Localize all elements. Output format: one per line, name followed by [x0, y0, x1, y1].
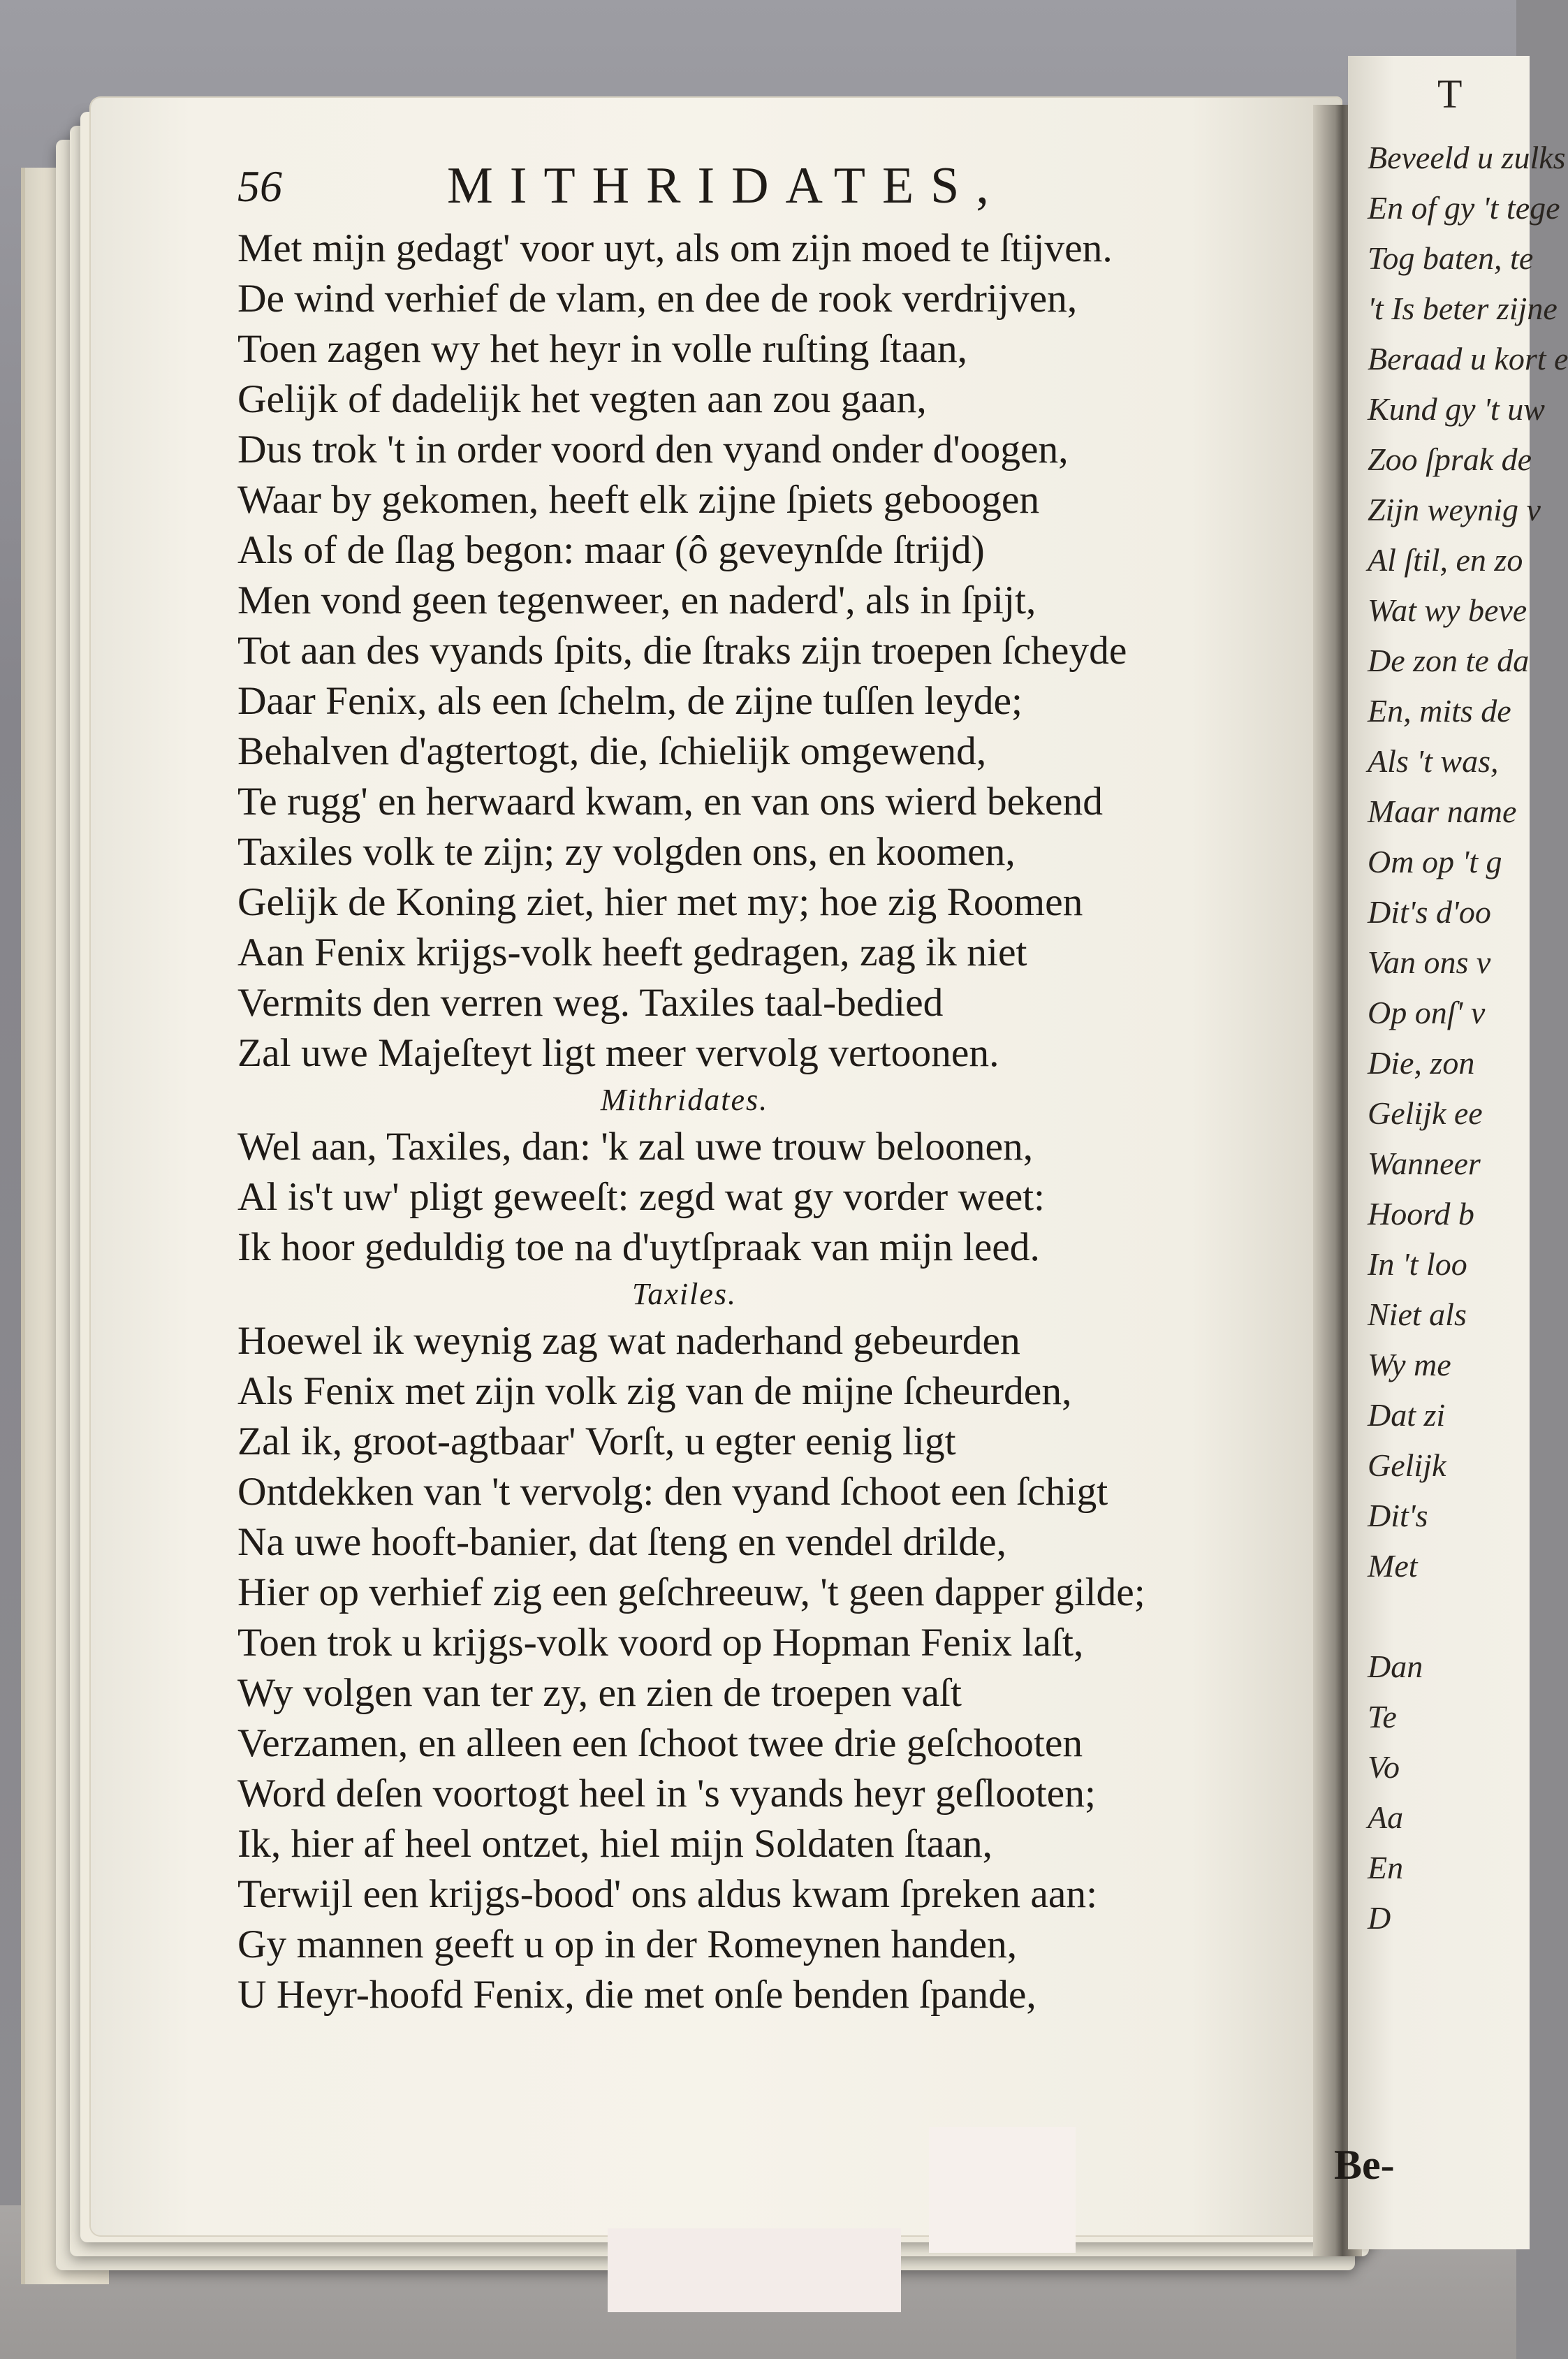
verse-line: Wy volgen van ter zy, en zien de troepen vaſt [237, 1671, 962, 1715]
verse-line: Taxiles volk te zijn; zy volgden ons, en koomen, [237, 830, 1016, 874]
paper-slip [608, 2228, 901, 2312]
right-verse-fragment: Als 't was, [1368, 743, 1499, 779]
verse-line: Al is't uw' pligt geweeſt: zegd wat gy vorder weet: [237, 1175, 1046, 1219]
right-verse-fragment: Beraad u kort e [1368, 341, 1568, 377]
verse-line: Na uwe hooft-banier, dat ſteng en vendel drilde, [237, 1520, 1006, 1564]
verse-line: Vermits den verren weg. Taxiles taal-bedied [237, 981, 944, 1025]
right-verse-fragment: Dit's d'oo [1368, 894, 1491, 930]
verse-line: Ontdekken van 't vervolg: den vyand ſchoot een ſchigt [237, 1470, 1108, 1514]
right-verse-fragment: Aa [1368, 1799, 1404, 1835]
verse-line: Waar by gekomen, heeft elk zijne ſpiets geboogen [237, 478, 1040, 522]
verse-line: Ik, hier af heel ontzet, hiel mijn Soldaten ſtaan, [237, 1822, 992, 1866]
right-verse-fragment: Met [1368, 1548, 1418, 1584]
right-verse-fragment: Dan [1368, 1649, 1423, 1684]
verse-line: Hoewel ik weynig zag wat naderhand gebeurden [237, 1319, 1020, 1363]
verse-line: Men vond geen tegenweer, en naderd', als in ſpijt, [237, 578, 1036, 622]
right-verse-fragment: Van ons v [1368, 944, 1491, 980]
right-verse-fragment: Dat zi [1368, 1397, 1446, 1433]
verse-line: Verzamen, en alleen een ſchoot twee drie geſchooten [237, 1721, 1083, 1765]
right-verse-fragment: D [1368, 1900, 1391, 1936]
verse-line: Zal uwe Majeſteyt ligt meer vervolg vertoonen. [237, 1031, 999, 1075]
verse-line: Toen trok u krijgs-volk voord op Hopman Fenix laſt, [237, 1621, 1084, 1665]
right-page-text [1368, 56, 1568, 1943]
right-verse-fragment: Wy me [1368, 1347, 1451, 1382]
speaker-heading: Taxiles. [631, 1277, 738, 1311]
verse-line: Gelijk of dadelijk het vegten aan zou gaan, [237, 377, 927, 421]
verse-block [237, 1316, 1313, 2020]
verse-line: Toen zagen wy het heyr in volle ruſting ſtaan, [237, 327, 968, 371]
verse-block [237, 1122, 1313, 1273]
verse-line: Tot aan des vyands ſpits, die ſtraks zijn troepen ſcheyde [237, 629, 1127, 673]
verse-line: U Heyr-hoofd Fenix, die met onſe benden ſpande, [237, 1973, 1036, 2017]
verse-line: Zal ik, groot-agtbaar' Vorſt, u egter eenig ligt [237, 1419, 956, 1463]
right-verse-fragment: Gelijk ee [1368, 1095, 1483, 1131]
right-verse-fragment: Hoord b [1368, 1196, 1474, 1232]
right-verse-fragment: Op onſ' v [1368, 995, 1486, 1030]
verse-line: Daar Fenix, als een ſchelm, de zijne tuſſen leyde; [237, 679, 1023, 723]
right-verse-fragment: Vo [1368, 1749, 1400, 1785]
speaker-heading: Mithridates. [600, 1083, 769, 1117]
verse-line: Als Fenix met zijn volk zig van de mijne ſcheurden, [237, 1369, 1072, 1413]
right-verse-fragment: Dit's [1368, 1498, 1428, 1533]
verse-line: Dus trok 't in order voord den vyand onder d'oogen, [237, 428, 1069, 472]
right-verse-fragment: Wat wy beve [1368, 592, 1527, 628]
right-verse-fragment: Zoo ſprak de [1368, 441, 1532, 477]
verse-line: Te rugg' en herwaard kwam, en van ons wierd bekend [237, 780, 1103, 824]
right-verse-fragment [1368, 1591, 1521, 1642]
right-running-head: T [1437, 71, 1463, 117]
right-verse-fragment: Gelijk [1368, 1447, 1446, 1483]
verse-line: Gelijk de Koning ziet, hier met my; hoe zig Roomen [237, 880, 1083, 924]
paper-slip [929, 2127, 1076, 2253]
right-verse-fragment: Die, zon [1368, 1045, 1475, 1081]
verse-line: De wind verhief de vlam, en dee de rook verdrijven, [237, 277, 1078, 321]
verse-line: Hier op verhief zig een geſchreeuw, 't geen dapper gilde; [237, 1570, 1145, 1614]
running-head [237, 157, 1313, 224]
verse-line: Terwijl een krijgs-bood' ons aldus kwam ſpreken aan: [237, 1872, 1098, 1916]
right-verse-fragment: En of gy 't tege [1368, 190, 1560, 226]
verse-line: Gy mannen geeft u op in der Romeynen handen, [237, 1922, 1018, 1966]
right-verse-fragment: De zon te da [1368, 643, 1530, 678]
left-page-text [237, 157, 1313, 2020]
right-verse-fragment: En [1368, 1850, 1404, 1885]
right-verse-fragment: Wanneer [1368, 1146, 1481, 1181]
verse-line: Word deſen voortogt heel in 's vyands heyr geſlooten; [237, 1772, 1096, 1816]
catchword: Be- [1334, 2142, 1395, 2188]
right-verse-fragment: Al ſtil, en zo [1368, 542, 1523, 578]
right-verse-fragment: Tog baten, te [1368, 240, 1534, 276]
running-title: MITHRIDATES, [447, 157, 1006, 214]
right-verse-fragment: Zijn weynig v [1368, 492, 1541, 527]
verse-line: Als of de ſlag begon: maar (ô geveynſde ſtrijd) [237, 528, 985, 572]
verse-line: Behalven d'agtertogt, die, ſchielijk omgewend, [237, 729, 987, 773]
verse-line: Wel aan, Taxiles, dan: 'k zal uwe trouw beloonen, [237, 1125, 1034, 1169]
right-verse-fragment: En, mits de [1368, 693, 1511, 729]
right-verse-fragment: Om op 't g [1368, 844, 1502, 879]
right-verse-fragment: Kund gy 't uw [1368, 391, 1545, 427]
right-verse-fragment: Maar name [1368, 794, 1517, 829]
right-verse-fragment: Niet als [1368, 1297, 1467, 1332]
verse-line: Ik hoor geduldig toe na d'uytſpraak van mijn leed. [237, 1225, 1040, 1269]
verse-line: Met mijn gedagt' voor uyt, als om zijn moed te ſtijven. [237, 226, 1113, 270]
right-verse-fragment: Beveeld u zulks [1368, 140, 1566, 175]
page-number: 56 [237, 161, 282, 211]
verse-block [237, 224, 1313, 1079]
right-verse-fragment: Te [1368, 1699, 1397, 1734]
right-verse-fragment: 't Is beter zijne [1368, 291, 1558, 326]
right-verse-fragment: In 't loo [1368, 1246, 1467, 1282]
verse-line: Aan Fenix krijgs-volk heeft gedragen, zag ik niet [237, 930, 1027, 974]
